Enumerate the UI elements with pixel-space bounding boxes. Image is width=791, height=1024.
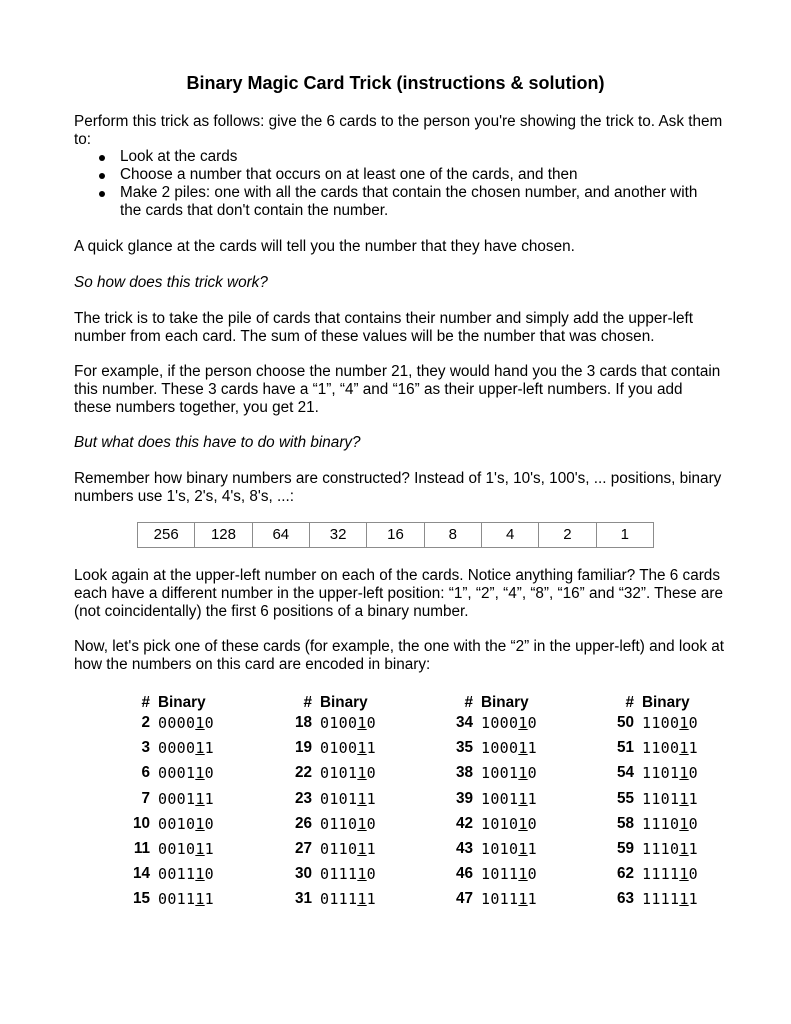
binary-table-header [128, 694, 258, 714]
binary-value: 000111 [158, 789, 215, 808]
look-again-paragraph: Look again at the upper-left number on each of the cards. Notice anything familiar? The 6 cards each have a different number in the upper-left position: “1”, “2”, “4”, “8”, “16” and “32”. These are (not coincidentally) the first 6 positions of a binary number. [74, 567, 724, 620]
binary-value: 111010 [642, 814, 699, 833]
binary-value: 010111 [320, 789, 377, 808]
decimal-value: 58 [616, 814, 634, 832]
table-row [612, 739, 742, 764]
remember-paragraph: Remember how binary numbers are constructed? Instead of 1's, 10's, 100's, ... positions, binary numbers use 1's, 2's, 4's, 8's, ...: [74, 470, 722, 505]
highlighted-bit: 1 [357, 890, 367, 909]
binary-value: 011110 [320, 865, 377, 884]
binary-value: 100011 [481, 739, 538, 758]
position-cell: 2 [539, 523, 596, 548]
table-row [612, 815, 742, 840]
binary-value: 001011 [158, 839, 215, 858]
decimal-value: 62 [616, 865, 634, 883]
highlighted-bit: 1 [679, 789, 689, 808]
highlighted-bit: 1 [679, 714, 689, 732]
decimal-value: 63 [616, 890, 634, 908]
table-row [128, 815, 258, 840]
decimal-value: 46 [455, 865, 473, 883]
decimal-value: 50 [616, 714, 634, 731]
table-row [612, 865, 742, 890]
highlighted-bit: 1 [679, 890, 689, 909]
binary-value: 111111 [642, 890, 699, 909]
decimal-value: 51 [616, 739, 634, 757]
decimal-value: 47 [455, 890, 473, 908]
binary-column-group [128, 694, 258, 916]
binary-value: 011010 [320, 814, 377, 833]
table-row [612, 764, 742, 789]
list-item: Choose a number that occurs on at least one of the cards, and then [74, 166, 714, 184]
list-item: Make 2 piles: one with all the cards that contain the chosen number, and another with the cards that don't contain the number. [74, 184, 714, 220]
binary-value: 100110 [481, 764, 538, 783]
decimal-value: 7 [141, 789, 150, 807]
binary-column-header: Binary [158, 694, 206, 711]
decimal-value: 59 [616, 839, 634, 857]
binary-column-group [290, 694, 420, 916]
highlighted-bit: 1 [357, 714, 367, 732]
highlighted-bit: 1 [195, 890, 205, 909]
table-row [290, 790, 420, 815]
highlighted-bit: 1 [679, 814, 689, 833]
binary-value: 001010 [158, 814, 215, 833]
table-row [451, 764, 581, 789]
table-row [128, 764, 258, 789]
binary-value: 110110 [642, 764, 699, 783]
instruction-list [74, 148, 714, 220]
binary-value: 100111 [481, 789, 538, 808]
highlighted-bit: 1 [518, 890, 528, 909]
highlighted-bit: 1 [518, 714, 528, 732]
decimal-value: 23 [294, 789, 312, 807]
table-row [451, 714, 581, 739]
decimal-value: 30 [294, 865, 312, 883]
highlighted-bit: 1 [357, 739, 367, 758]
table-row [290, 714, 420, 739]
binary-value: 101010 [481, 814, 538, 833]
decimal-value: 22 [294, 764, 312, 782]
table-row [451, 739, 581, 764]
example-paragraph: For example, if the person choose the number 21, they would hand you the 3 cards that contain this number. These 3 cards have a “1”, “4” and “16” as their upper-left numbers. If you add these numbers together, you get 21. [74, 363, 721, 416]
decimal-value: 18 [294, 714, 312, 731]
binary-value: 101011 [481, 839, 538, 858]
table-row [612, 890, 742, 915]
binary-value: 011111 [320, 890, 377, 909]
highlighted-bit: 1 [195, 714, 205, 732]
trick-paragraph: The trick is to take the pile of cards that contains their number and simply add the upper-left number from each card. The sum of these values will be the number that was chosen. [74, 310, 693, 345]
highlighted-bit: 1 [518, 789, 528, 808]
binary-value: 011011 [320, 839, 377, 858]
binary-table-header [451, 694, 581, 714]
highlighted-bit: 1 [357, 764, 367, 783]
highlighted-bit: 1 [195, 739, 205, 758]
binary-column-group [612, 694, 742, 916]
table-row [290, 815, 420, 840]
highlighted-bit: 1 [518, 764, 528, 783]
binary-value: 100010 [481, 714, 538, 732]
binary-table-header [290, 694, 420, 714]
decimal-value: 27 [294, 839, 312, 857]
position-cell: 1 [596, 523, 653, 548]
highlighted-bit: 1 [195, 789, 205, 808]
highlighted-bit: 1 [518, 839, 528, 858]
highlighted-bit: 1 [518, 739, 528, 758]
highlighted-bit: 1 [518, 814, 528, 833]
table-row [128, 890, 258, 915]
highlighted-bit: 1 [679, 764, 689, 783]
page-title: Binary Magic Card Trick (instructions & solution) [186, 73, 605, 93]
table-row [290, 865, 420, 890]
decimal-value: 55 [616, 789, 634, 807]
position-cell: 256 [138, 523, 195, 548]
table-row [451, 840, 581, 865]
number-column-header: # [464, 694, 473, 711]
decimal-value: 19 [294, 739, 312, 757]
highlighted-bit: 1 [195, 764, 205, 783]
binary-value: 101111 [481, 890, 538, 909]
highlighted-bit: 1 [195, 814, 205, 833]
decimal-value: 38 [455, 764, 473, 782]
binary-positions-table [137, 522, 654, 548]
binary-value: 101110 [481, 865, 538, 884]
decimal-value: 15 [132, 890, 150, 908]
binary-column-header: Binary [481, 694, 529, 711]
highlighted-bit: 1 [518, 865, 528, 884]
binary-value: 010110 [320, 764, 377, 783]
position-cell: 16 [367, 523, 424, 548]
position-cell: 64 [252, 523, 309, 548]
table-row [128, 739, 258, 764]
decimal-value: 26 [294, 814, 312, 832]
table-row [612, 840, 742, 865]
number-column-header: # [141, 694, 150, 711]
decimal-value: 14 [132, 865, 150, 883]
decimal-value: 34 [455, 714, 473, 731]
highlighted-bit: 1 [357, 865, 367, 884]
highlighted-bit: 1 [679, 839, 689, 858]
list-item: Look at the cards [74, 148, 714, 166]
binary-value: 000010 [158, 714, 215, 732]
decimal-value: 31 [294, 890, 312, 908]
binary-value: 111110 [642, 865, 699, 884]
number-column-header: # [303, 694, 312, 711]
table-row [290, 890, 420, 915]
binary-column-header: Binary [642, 694, 690, 711]
highlighted-bit: 1 [357, 789, 367, 808]
table-row [128, 865, 258, 890]
binary-value: 010010 [320, 714, 377, 732]
binary-value: 000110 [158, 764, 215, 783]
highlighted-bit: 1 [357, 814, 367, 833]
table-row [128, 714, 258, 739]
decimal-value: 3 [141, 739, 150, 757]
table-row [290, 764, 420, 789]
table-row [451, 815, 581, 840]
decimal-value: 43 [455, 839, 473, 857]
position-cell: 32 [309, 523, 366, 548]
table-row [612, 714, 742, 739]
binary-column-header: Binary [320, 694, 368, 711]
glance-paragraph: A quick glance at the cards will tell you the number that they have chosen. [74, 238, 575, 255]
decimal-value: 35 [455, 739, 473, 757]
table-row [451, 790, 581, 815]
highlighted-bit: 1 [195, 839, 205, 858]
highlighted-bit: 1 [195, 865, 205, 884]
question-how-it-works: So how does this trick work? [74, 274, 268, 291]
highlighted-bit: 1 [357, 839, 367, 858]
binary-value: 111011 [642, 839, 699, 858]
binary-value: 000011 [158, 739, 215, 758]
highlighted-bit: 1 [679, 865, 689, 884]
decimal-value: 10 [132, 814, 150, 832]
decimal-value: 11 [133, 839, 150, 857]
table-row [612, 790, 742, 815]
binary-value: 110111 [642, 789, 699, 808]
question-binary: But what does this have to do with binary? [74, 434, 361, 451]
table-row [290, 840, 420, 865]
binary-table-header [612, 694, 742, 714]
intro-paragraph: Perform this trick as follows: give the 6 cards to the person you're showing the trick to. Ask them to: [74, 113, 723, 148]
number-column-header: # [625, 694, 634, 711]
table-row [290, 739, 420, 764]
decimal-value: 39 [455, 789, 473, 807]
decimal-value: 54 [616, 764, 634, 782]
table-row [451, 865, 581, 890]
binary-column-group [451, 694, 581, 916]
binary-value: 001110 [158, 865, 215, 884]
binary-value: 010011 [320, 739, 377, 758]
position-cell: 128 [195, 523, 252, 548]
highlighted-bit: 1 [679, 739, 689, 758]
decimal-value: 42 [455, 814, 473, 832]
binary-value: 110010 [642, 714, 699, 732]
position-cell: 8 [424, 523, 481, 548]
table-row [451, 890, 581, 915]
decimal-value: 2 [141, 714, 150, 731]
table-row [128, 790, 258, 815]
binary-value: 001111 [158, 890, 215, 909]
table-row [128, 840, 258, 865]
now-paragraph: Now, let's pick one of these cards (for example, the one with the “2” in the upper-left) and look at how the numbers on this card are encoded in binary: [74, 638, 724, 673]
binary-value: 110011 [642, 739, 699, 758]
decimal-value: 6 [141, 764, 150, 782]
position-cell: 4 [481, 523, 538, 548]
